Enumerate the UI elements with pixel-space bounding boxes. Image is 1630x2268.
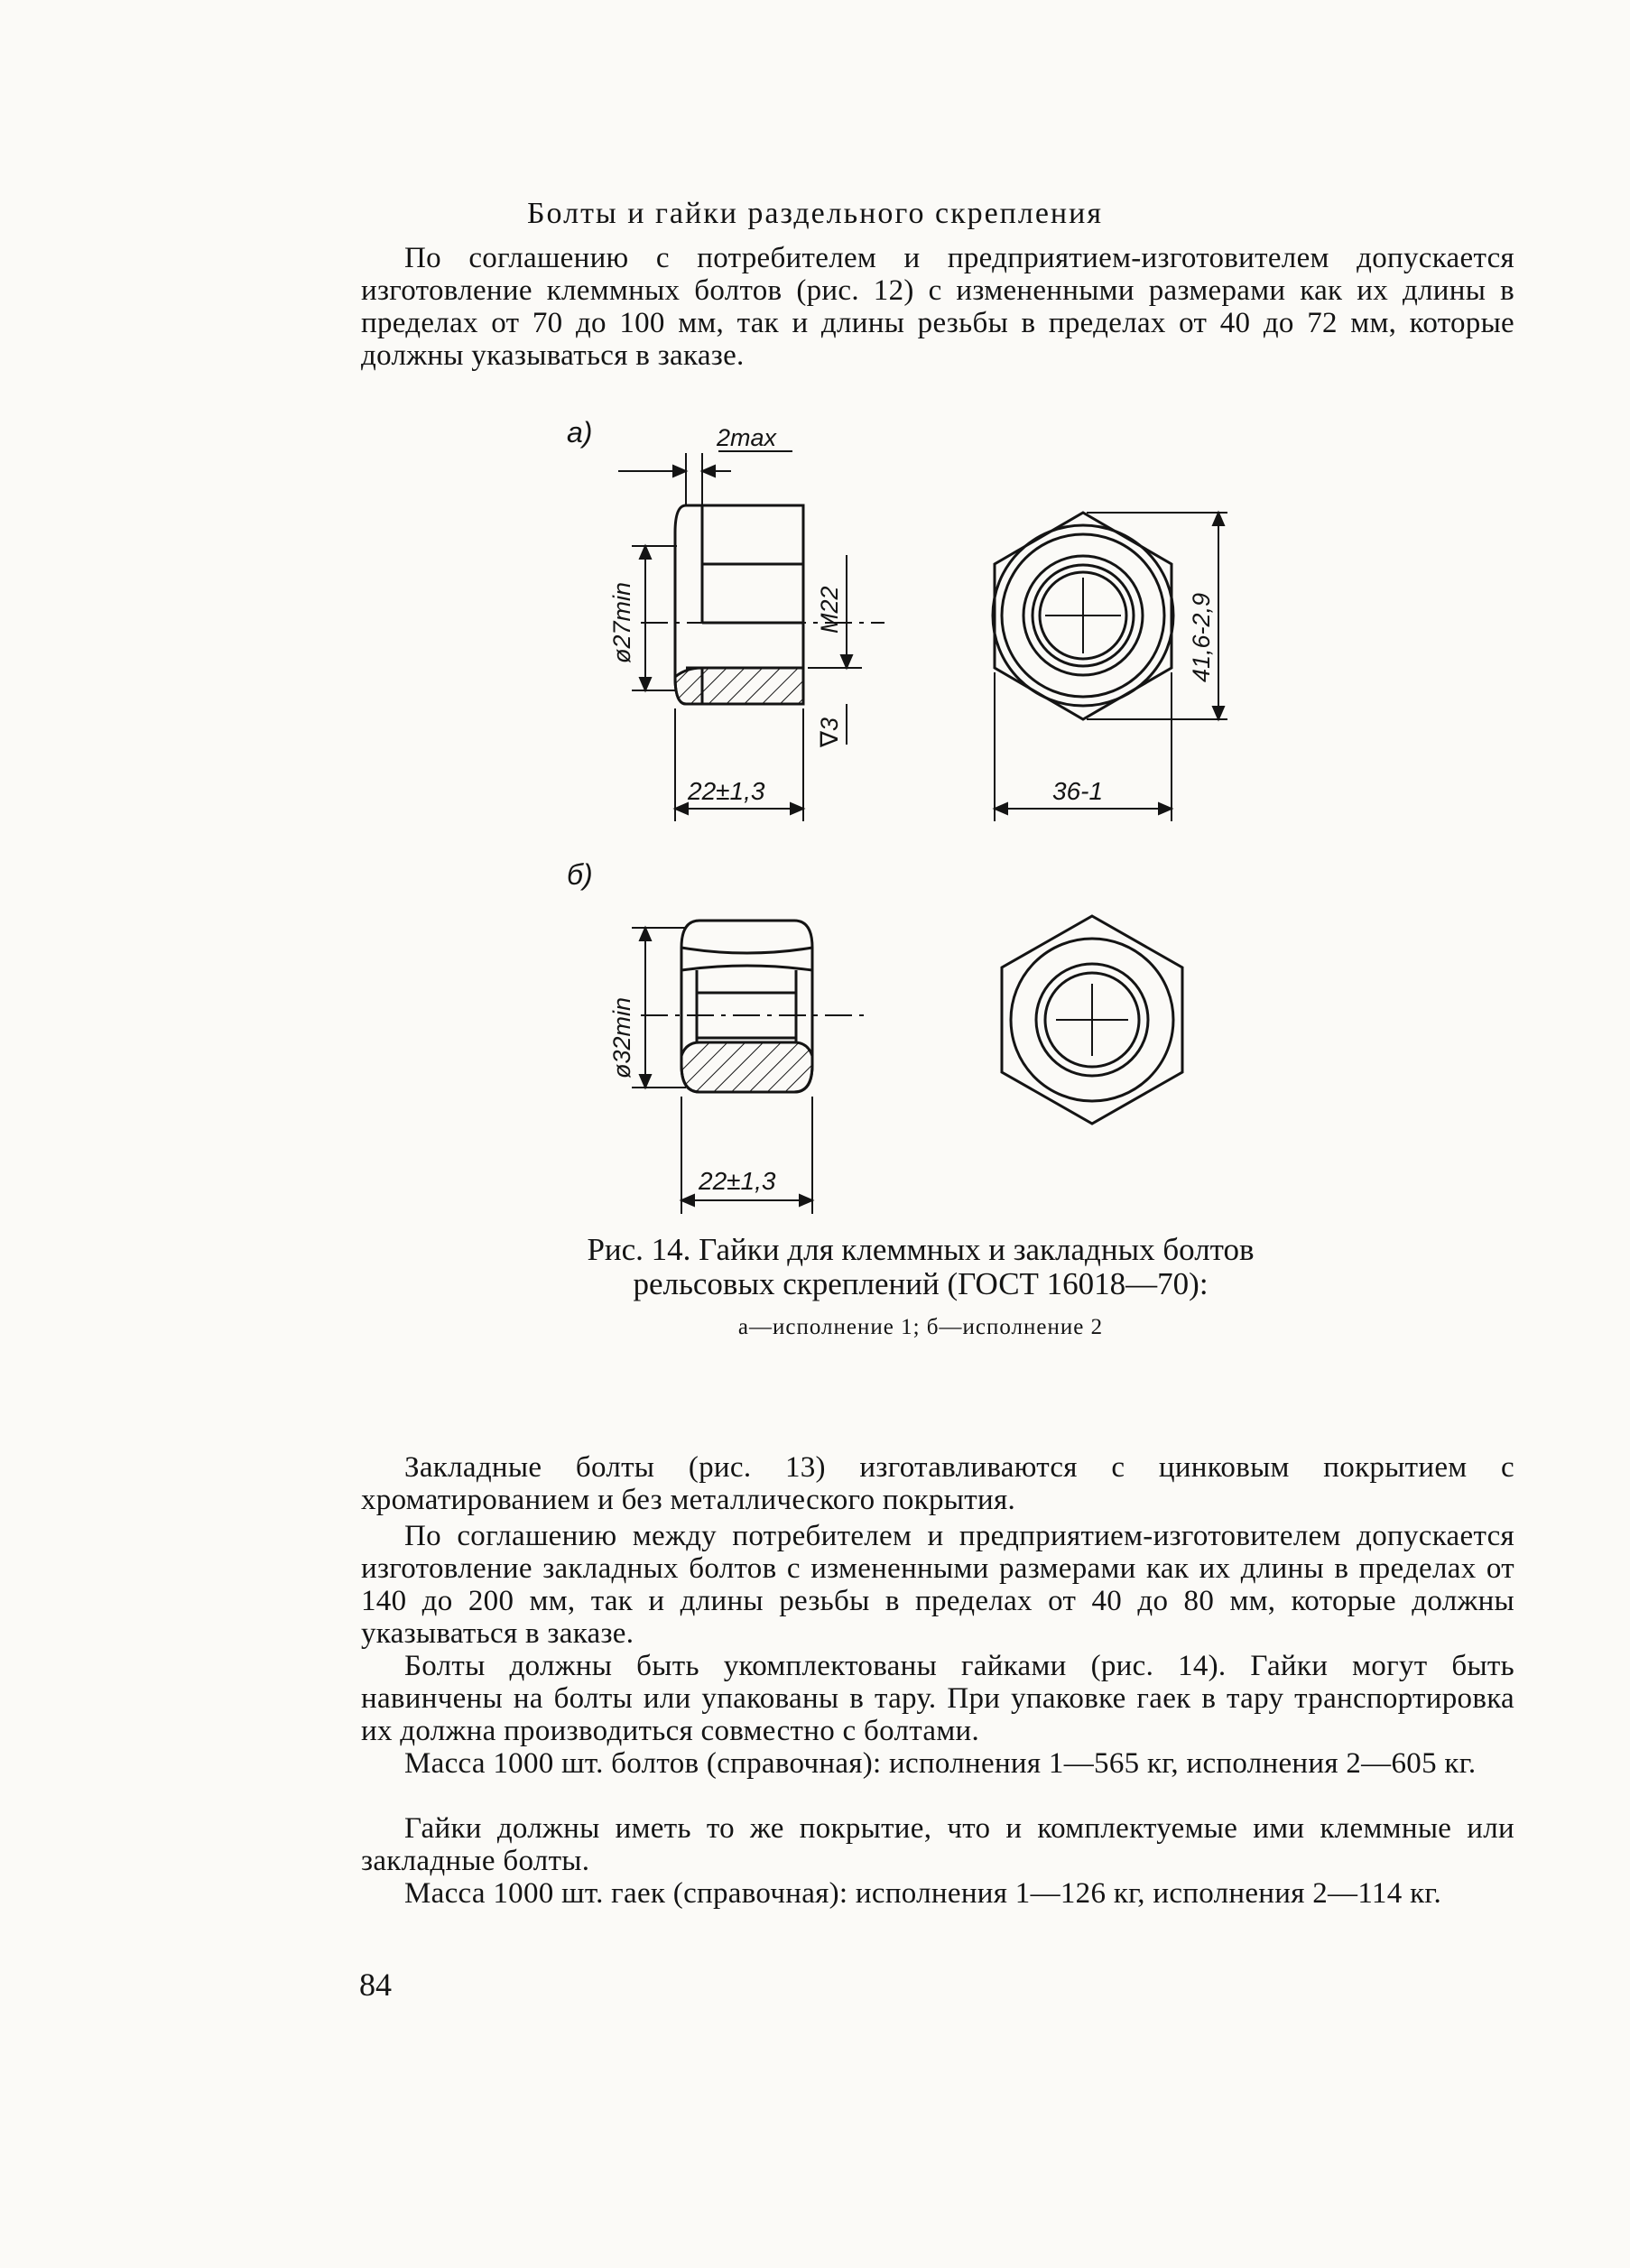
- paragraph-1-text: Закладные болты (рис. 13) изготавливаются с цинковым покрытием с хроматированием и без металлического покрытия.: [361, 1451, 1514, 1516]
- dim-a-height: 41,6-2,9: [1188, 592, 1215, 682]
- figure-14: [505, 406, 1282, 1218]
- paragraph-2: [361, 1520, 1514, 1650]
- page-number: 84: [359, 1967, 392, 2003]
- nut-b-side-view: [641, 921, 866, 1092]
- paragraph-1: [361, 1451, 1514, 1516]
- paragraph-5: [361, 1812, 1514, 1877]
- paragraph-6-text: Масса 1000 шт. гаек (справочная): исполнения 1—126 кг, исполнения 2—114 кг.: [404, 1877, 1442, 1910]
- dim-a-roughness: ∇3: [816, 717, 843, 747]
- label-b: б): [567, 858, 593, 891]
- caption-sub: а—исполнение 1; б—исполнение 2: [737, 1315, 1104, 1339]
- label-a: а): [567, 416, 593, 449]
- intro-text: По соглашению с потребителем и предприятием-изготовителем допускается изготовление клеммных болтов (рис. 12) с измененными размерами как их длины в пределах от 70 до 100 мм, так и длины резьбы в пределах от 40 до 72 мм, которые должны указываться в заказе.: [361, 242, 1514, 372]
- intro-paragraph: [361, 242, 1514, 372]
- paragraph-4: [361, 1747, 1514, 1780]
- figure-caption: [578, 1233, 1264, 1345]
- dim-b-left: ø32min: [608, 996, 635, 1078]
- paragraph-6: [361, 1877, 1514, 1910]
- dim-a-thread: M22: [816, 586, 843, 634]
- dim-b-bottom: 22±1,3: [699, 1167, 776, 1195]
- nut-b-top-view: [1002, 916, 1182, 1124]
- nut-drawings: [505, 406, 1282, 1218]
- section-title: Болты и гайки раздельного скрепления: [527, 197, 1103, 230]
- dim-a-bottom: 22±1,3: [688, 777, 765, 805]
- paragraph-2-text: По соглашению между потребителем и предприятием-изготовителем допускается изготовление закладных болтов с измененными размерами как их длины в пределах от 140 до 200 мм, так и длины резьбы в пределах от 40 до 80 мм, которые должны указываться в заказе.: [361, 1520, 1514, 1650]
- paragraph-3: [361, 1650, 1514, 1747]
- dim-a-left: ø27min: [608, 581, 635, 663]
- nut-a-side-view: [641, 505, 884, 704]
- caption-main: Рис. 14. Гайки для клеммных и закладных болтов рельсовых скреплений (ГОСТ 16018—70):: [587, 1232, 1255, 1301]
- paragraph-4-text: Масса 1000 шт. болтов (справочная): исполнения 1—565 кг, исполнения 2—605 кг.: [404, 1747, 1477, 1780]
- nut-a-top-view: [993, 513, 1173, 719]
- dim-a-width: 36-1: [1052, 777, 1104, 805]
- dim-a-top: 2max: [717, 424, 777, 451]
- paragraph-3-text: Болты должны быть укомплектованы гайками (рис. 14). Гайки могут быть навинчены на болты или упакованы в тару. При упаковке гаек в тару транспортировка их должна производиться совместно с болтами.: [361, 1650, 1514, 1747]
- paragraph-5-text: Гайки должны иметь то же покрытие, что и комплектуемые ими клеммные или закладные болты.: [361, 1812, 1514, 1877]
